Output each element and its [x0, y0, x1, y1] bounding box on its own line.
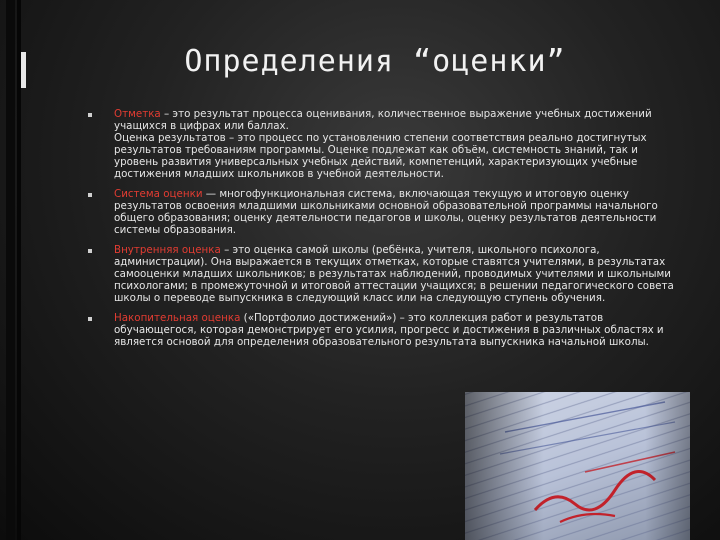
bullet-icon: [88, 113, 92, 117]
definition-text: – это результат процесса оценивания, количественное выражение учебных достижений учащихся в цифрах или баллах.: [114, 108, 652, 132]
decorative-bar: [6, 0, 15, 540]
bullet-icon: [88, 317, 92, 321]
photo-shadow: [465, 392, 690, 540]
definition-text: – это оценка самой школы (ребёнка, учителя, школьного психолога, администрации). Она выражается в текущих отметках, которые ставятся учителями, в результатах самооценки младших школьников; в результатах наблюдений, проводимых учителями и школьными психологами; в промежуточной и итоговой аттестации учащихся; в решении педагогического совета школы о переводе выпускника в следующий класс или на следующую ступень обучения.: [114, 244, 674, 304]
decorative-side-bars: [0, 0, 30, 540]
slide-title: Определения “оценки”: [184, 44, 566, 79]
list-item: [88, 108, 678, 180]
bullet-icon: [88, 249, 92, 253]
list-item: [88, 244, 678, 304]
definition-text: — многофункциональная система, включающая текущую и итоговую оценку результатов освоения младшими школьниками основной образовательной программы начального общего образования; оценку деятельности педагогов и школы, оценку результатов деятельности системы образования.: [114, 188, 658, 236]
decorative-bar: [17, 0, 21, 540]
bullet-icon: [88, 193, 92, 197]
term-label: Внутренняя оценка: [114, 244, 221, 256]
gradebook-photo: [465, 392, 690, 540]
definition-text: («Портфолио достижений») – это коллекция работ и результатов обучающегося, которая демонстрирует его усилия, прогресс и достижения в различных областях и является основой для определения образовательного результата выпускника начальной школы.: [114, 312, 664, 348]
term-label: Система оценки: [114, 188, 203, 200]
list-item: [88, 188, 678, 236]
definitions-list: [88, 108, 678, 356]
term-label: Накопительная оценка: [114, 312, 241, 324]
definition-text: Оценка результатов – это процесс по установлению степени соответствия реально достигнутых результатов требованиям программы. Оценке подлежат как объём, системность знаний, так и уровень развития универсальных учебных действий, компетенций, характеризующих учебные достижения младших школьников в учебной деятельности.: [114, 132, 647, 180]
list-item: [88, 312, 678, 348]
term-label: Отметка: [114, 108, 161, 120]
